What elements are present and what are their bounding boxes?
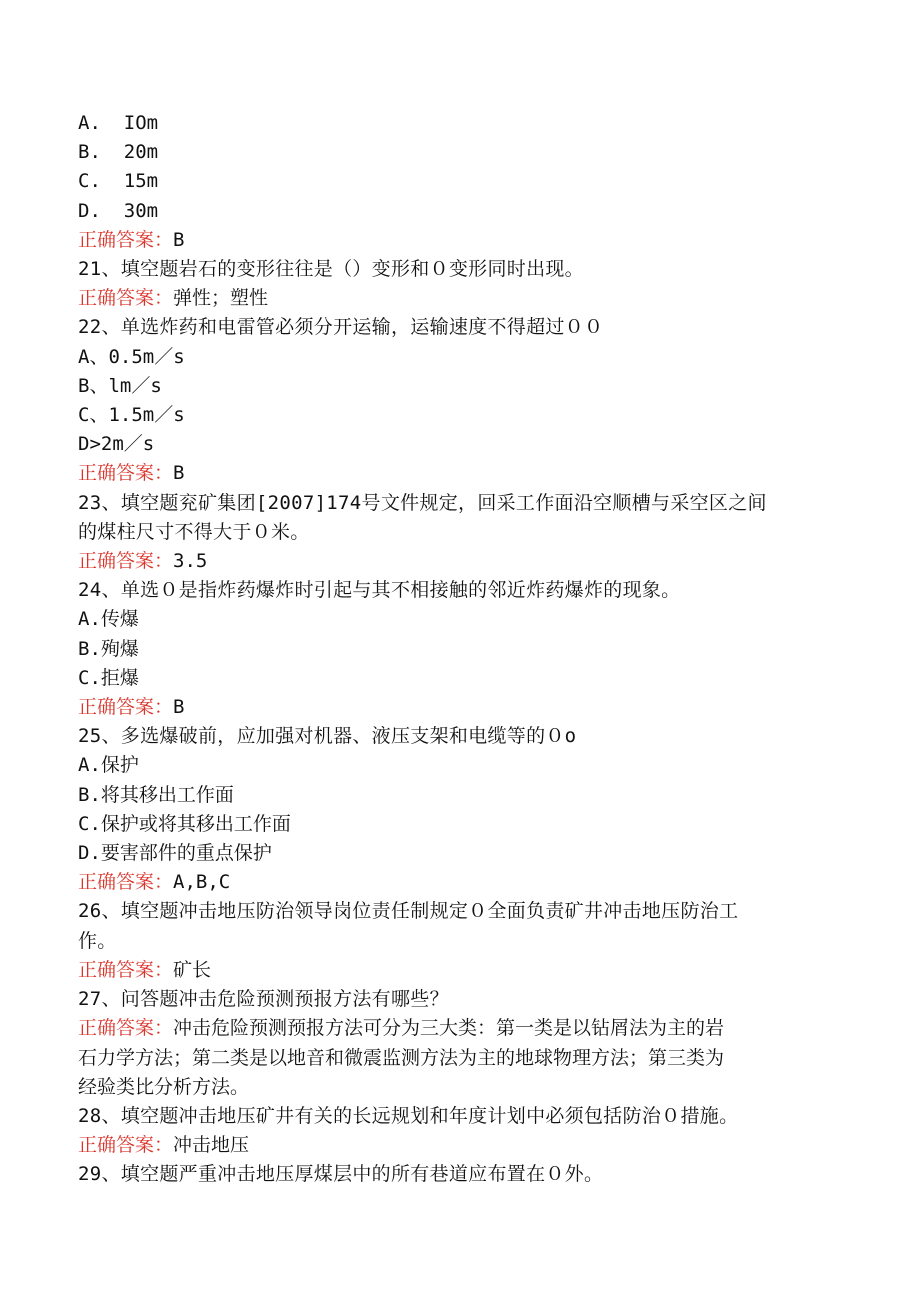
- answer-line: [78, 459, 838, 488]
- answer-value: B: [173, 228, 185, 251]
- option-a: A.传爆: [78, 608, 139, 631]
- question-23-cont: 的煤柱尺寸不得大于０米。: [78, 520, 310, 543]
- answer-label: 正确答案：: [78, 550, 174, 573]
- question-27: 27、问答题冲击危险预测预报方法有哪些？: [78, 988, 449, 1011]
- option-d: D>2m／s: [78, 433, 155, 456]
- question-21: 21、填空题岩石的变形往往是（）变形和０变形同时出现。: [78, 258, 584, 281]
- option-a: A. IOm: [78, 112, 159, 134]
- answer-label: 正确答案：: [78, 462, 174, 485]
- question-25: 25、多选爆破前，应加强对机器、液压支架和电缆等的０o: [78, 725, 577, 748]
- answer-cont: 石力学方法；第二类是以地音和微震监测方法为主的地球物理方法；第三类为: [78, 1046, 725, 1069]
- option-b: B. 20m: [78, 141, 159, 164]
- answer-line: [78, 284, 838, 313]
- option-c: C、1.5m／s: [78, 404, 185, 427]
- question-29: 29、填空题严重冲击地压厚煤层中的所有巷道应布置在０外。: [78, 1163, 604, 1186]
- answer-label: 正确答案：: [78, 1134, 174, 1157]
- answer-value: 冲击危险预测预报方法可分为三大类：第一类是以钻屑法为主的岩: [173, 1017, 725, 1040]
- question-list: [78, 109, 838, 1190]
- answer-line: [78, 693, 838, 722]
- answer-line: [78, 1131, 838, 1160]
- answer-value: 矿长: [173, 958, 212, 981]
- answer-value: 冲击地压: [173, 1134, 250, 1157]
- answer-label: 正确答案：: [78, 1017, 174, 1040]
- option-d: D. 30m: [78, 199, 159, 222]
- answer-value: 3.5: [173, 550, 208, 573]
- answer-cont: 经验类比分析方法。: [78, 1075, 250, 1098]
- option-c: C.拒爆: [78, 666, 139, 689]
- answer-label: 正确答案：: [78, 958, 174, 981]
- question-23: 23、填空题兖矿集团[2007]174号文件规定，回采工作面沿空顺槽与采空区之间: [78, 491, 767, 514]
- answer-label: 正确答案：: [78, 696, 174, 719]
- answer-label: 正确答案：: [78, 287, 174, 310]
- option-a: A.保护: [78, 754, 139, 777]
- answer-line: [78, 1014, 838, 1043]
- answer-line: [78, 547, 838, 576]
- answer-value: 弹性；塑性: [173, 287, 269, 310]
- question-26-cont: 作。: [78, 929, 117, 952]
- question-22: 22、单选炸药和电雷管必须分开运输，运输速度不得超过００: [78, 316, 604, 339]
- answer-line: [78, 226, 838, 255]
- option-b: B.殉爆: [78, 637, 139, 660]
- question-26: 26、填空题冲击地压防治领导岗位责任制规定０全面负责矿井冲击地压防治工: [78, 900, 739, 923]
- option-a: A、0.5m／s: [78, 345, 185, 368]
- option-c: C. 15m: [78, 170, 159, 193]
- option-b: B、lm／s: [78, 374, 162, 397]
- answer-label: 正确答案：: [78, 871, 174, 894]
- answer-label: 正确答案：: [78, 228, 174, 251]
- answer-value: B: [173, 696, 185, 719]
- option-b: B.将其移出工作面: [78, 783, 234, 806]
- answer-line: [78, 956, 838, 985]
- question-24: 24、单选０是指炸药爆炸时引起与其不相接触的邻近炸药爆炸的现象。: [78, 579, 681, 602]
- answer-value: A,B,C: [173, 871, 231, 894]
- answer-line: [78, 868, 838, 897]
- answer-value: B: [173, 462, 185, 485]
- option-d: D.要害部件的重点保护: [78, 842, 272, 865]
- option-c: C.保护或将其移出工作面: [78, 812, 291, 835]
- question-28: 28、填空题冲击地压矿井有关的长远规划和年度计划中必须包括防治０措施。: [78, 1104, 739, 1127]
